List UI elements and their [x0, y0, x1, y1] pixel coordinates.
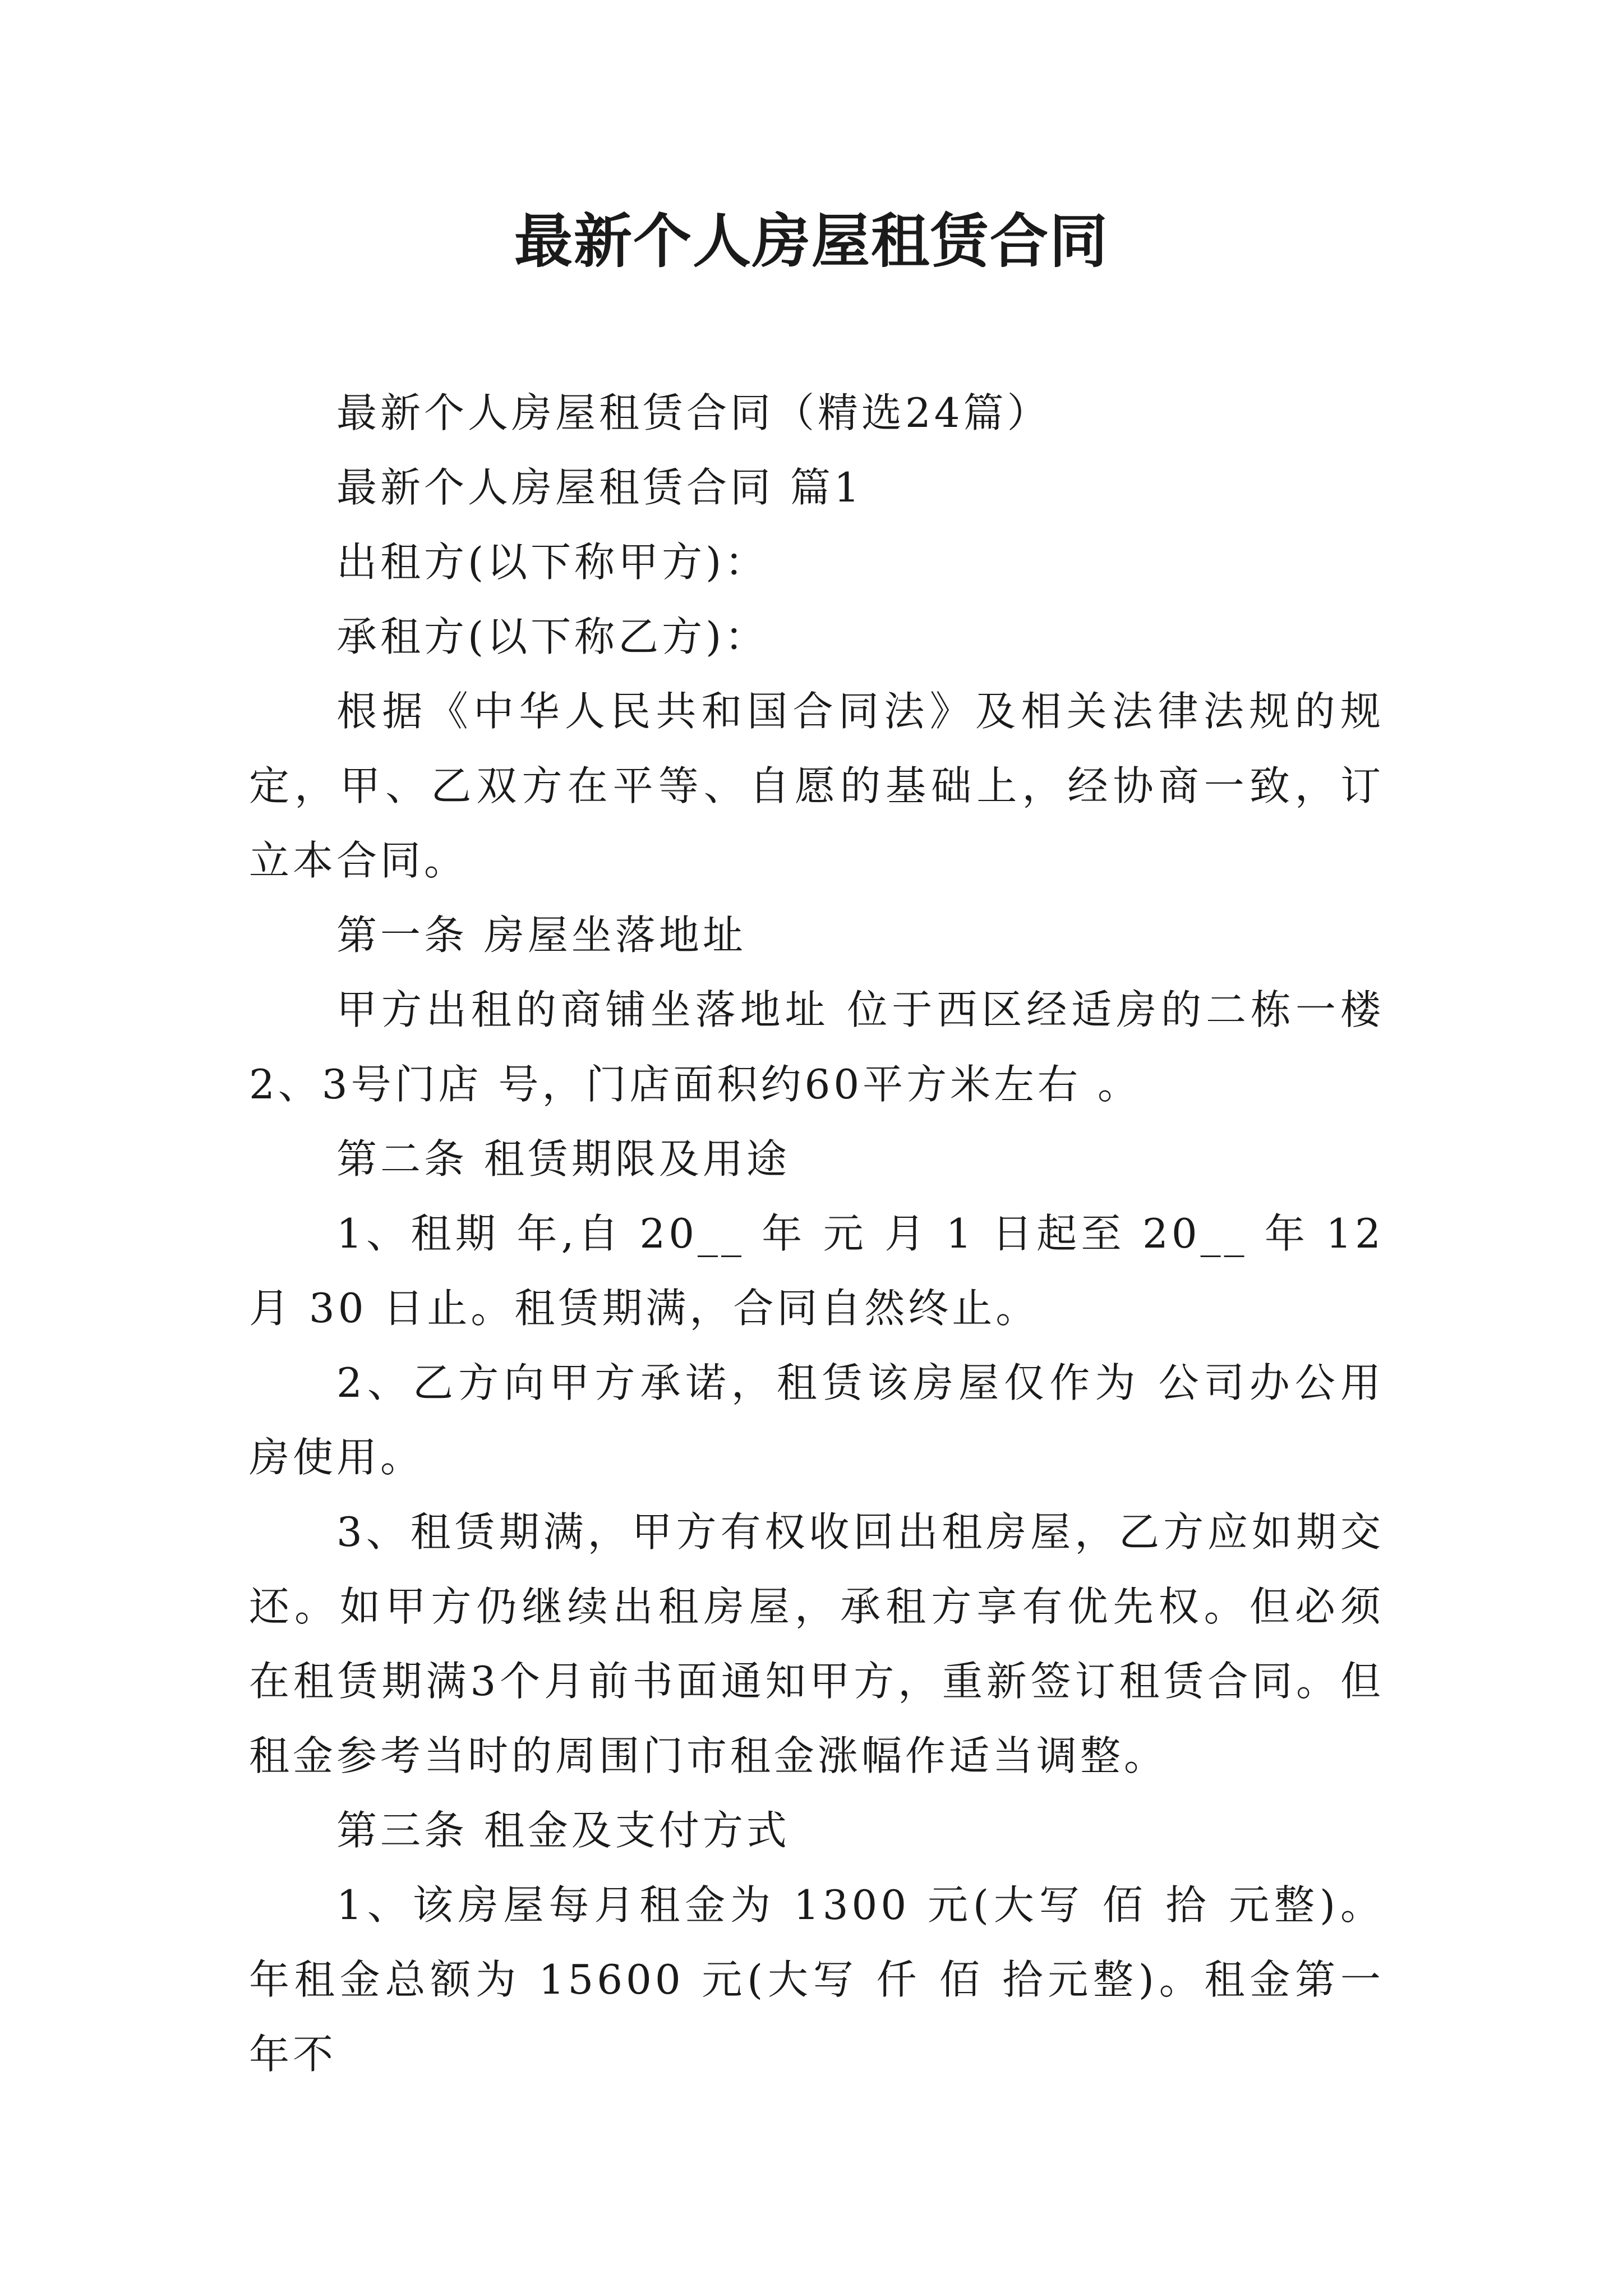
paragraph-article-1-heading: 第一条 房屋坐落地址 [336, 912, 746, 959]
paragraph-lessee: 承租方(以下称乙方)： [336, 613, 769, 660]
paragraph-article-2-heading: 第二条 租赁期限及用途 [336, 1135, 790, 1182]
paragraph-article-2-renewal: 3、租赁期满，甲方有权收回出租房屋，乙方应如期交还。如甲方仍继续出租房屋，承租方享有优先权。但必须在租赁期满3个月前书面通知甲方，重新签订租赁合同。但租金参考当时的周围门市租金涨幅作适当调整。 [249, 1508, 1384, 1779]
paragraph-preamble: 根据《中华人民共和国合同法》及相关法律法规的规定，甲、乙双方在平等、自愿的基础上，经协商一致，订立本合同。 [249, 688, 1384, 884]
paragraph-article-3-heading: 第三条 租金及支付方式 [336, 1807, 790, 1854]
paragraph-article-2-use: 2、乙方向甲方承诺，租赁该房屋仅作为 公司办公用房使用。 [249, 1359, 1384, 1481]
paragraph-article-3-rent: 1、该房屋每月租金为 1300 元(大写 佰 拾 元整)。年租金总额为 15600 元(大写 仟 佰 拾元整)。租金第一年不 [249, 1881, 1384, 2078]
paragraph-article-2-term: 1、租期 年,自 20__ 年 元 月 1 日起至 20__ 年 12 月 30 日止。租赁期满，合同自然终止。 [249, 1210, 1384, 1332]
paragraph-lessor: 出租方(以下称甲方)： [336, 539, 769, 586]
paragraph-article-1-address: 甲方出租的商铺坐落地址 位于西区经适房的二栋一楼2、3号门店 号，门店面积约60平方米左右 。 [249, 986, 1384, 1108]
document-title: 最新个人房屋租赁合同 [514, 206, 1109, 275]
paragraph-collection-title: 最新个人房屋租赁合同（精选24篇） [336, 389, 1051, 436]
paragraph-section-heading: 最新个人房屋租赁合同 篇1 [336, 464, 863, 511]
document-body [249, 376, 1384, 2092]
